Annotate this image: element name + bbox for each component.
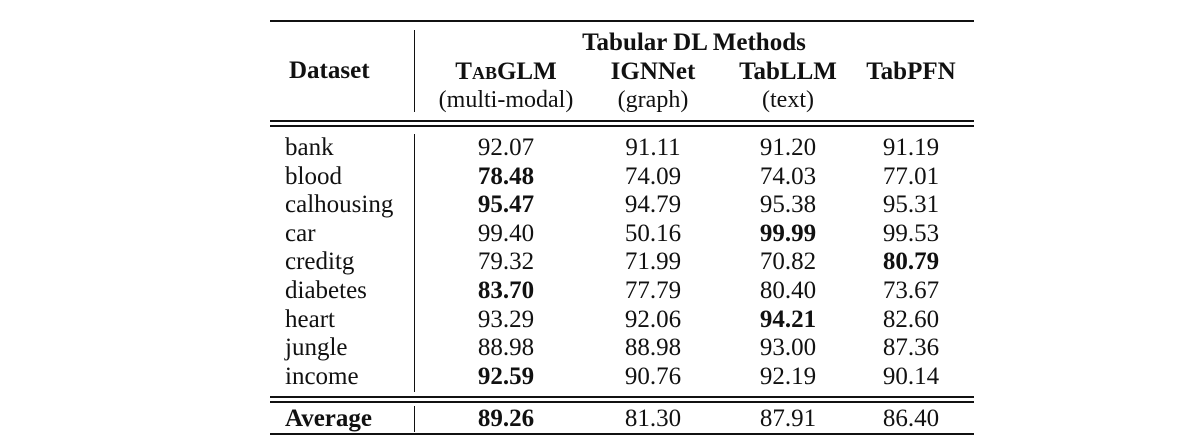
method-subtitle-tabglm: (multi-modal) <box>438 87 574 113</box>
value-cell: 71.99 <box>624 248 682 276</box>
value-cell: 77.01 <box>882 162 940 190</box>
dataset-cell: heart <box>285 305 335 333</box>
value-cell: 74.03 <box>759 162 817 190</box>
header-separator-rule <box>270 120 974 122</box>
dataset-cell: bank <box>285 134 334 161</box>
value-cell: 95.38 <box>759 191 817 219</box>
header-separator-rule-second <box>270 125 974 127</box>
method-header-tabpfn: TabPFN <box>866 58 956 85</box>
methods-group-header: Tabular DL Methods <box>582 29 806 56</box>
method-subtitle-ignnet: (graph) <box>617 87 689 113</box>
average-value-cell: 89.26 <box>477 405 535 432</box>
value-cell: 99.99 <box>759 219 817 247</box>
value-cell: 74.09 <box>624 162 682 190</box>
method-header-tabglm: TabGLM <box>455 58 557 85</box>
value-cell: 94.21 <box>759 305 817 333</box>
dataset-cell: creditg <box>285 248 355 276</box>
method-header-tabllm: TabLLM <box>739 58 837 85</box>
value-cell: 91.19 <box>882 134 940 161</box>
bottom-rule <box>270 433 974 435</box>
dataset-cell: jungle <box>285 334 348 362</box>
average-label: Average <box>285 405 372 432</box>
value-cell: 78.48 <box>477 162 535 190</box>
value-cell: 92.59 <box>477 362 535 390</box>
value-cell: 73.67 <box>882 277 940 304</box>
value-cell: 92.19 <box>759 362 817 390</box>
value-cell: 94.79 <box>624 191 682 219</box>
results-table <box>270 20 974 440</box>
value-cell: 95.31 <box>882 191 940 219</box>
value-cell: 93.29 <box>477 305 535 333</box>
value-cell: 88.98 <box>477 334 535 362</box>
value-cell: 83.70 <box>477 277 535 304</box>
value-cell: 99.40 <box>477 219 535 247</box>
average-value-cell: 81.30 <box>624 405 682 432</box>
value-cell: 91.11 <box>625 134 681 161</box>
dataset-cell: car <box>285 219 316 247</box>
average-value-cell: 87.91 <box>759 405 817 432</box>
value-cell: 93.00 <box>759 334 817 362</box>
top-rule <box>270 20 974 22</box>
dataset-cell: calhousing <box>285 191 394 219</box>
method-header-ignnet: IGNNet <box>610 58 696 85</box>
value-cell: 95.47 <box>477 191 535 219</box>
value-cell: 82.60 <box>882 305 940 333</box>
value-cell: 92.06 <box>624 305 682 333</box>
dataset-cell: diabetes <box>285 277 367 304</box>
body-column-divider <box>414 134 415 392</box>
value-cell: 91.20 <box>759 134 817 161</box>
header-column-divider <box>414 30 415 112</box>
dataset-cell: income <box>285 362 359 390</box>
value-cell: 80.79 <box>882 248 940 276</box>
value-cell: 88.98 <box>624 334 682 362</box>
average-separator-rule <box>270 396 974 398</box>
dataset-column-header: Dataset <box>289 57 370 84</box>
average-separator-rule-second <box>270 401 974 403</box>
value-cell: 90.14 <box>882 362 940 390</box>
value-cell: 79.32 <box>477 248 535 276</box>
value-cell: 92.07 <box>477 134 535 161</box>
method-subtitle-tabllm: (text) <box>762 87 814 113</box>
value-cell: 77.79 <box>624 277 682 304</box>
value-cell: 70.82 <box>759 248 817 276</box>
value-cell: 99.53 <box>882 219 940 247</box>
average-value-cell: 86.40 <box>882 405 940 432</box>
value-cell: 90.76 <box>624 362 682 390</box>
value-cell: 80.40 <box>759 277 817 304</box>
average-column-divider <box>414 406 415 432</box>
value-cell: 87.36 <box>882 334 940 362</box>
value-cell: 50.16 <box>624 219 682 247</box>
dataset-cell: blood <box>285 162 342 190</box>
